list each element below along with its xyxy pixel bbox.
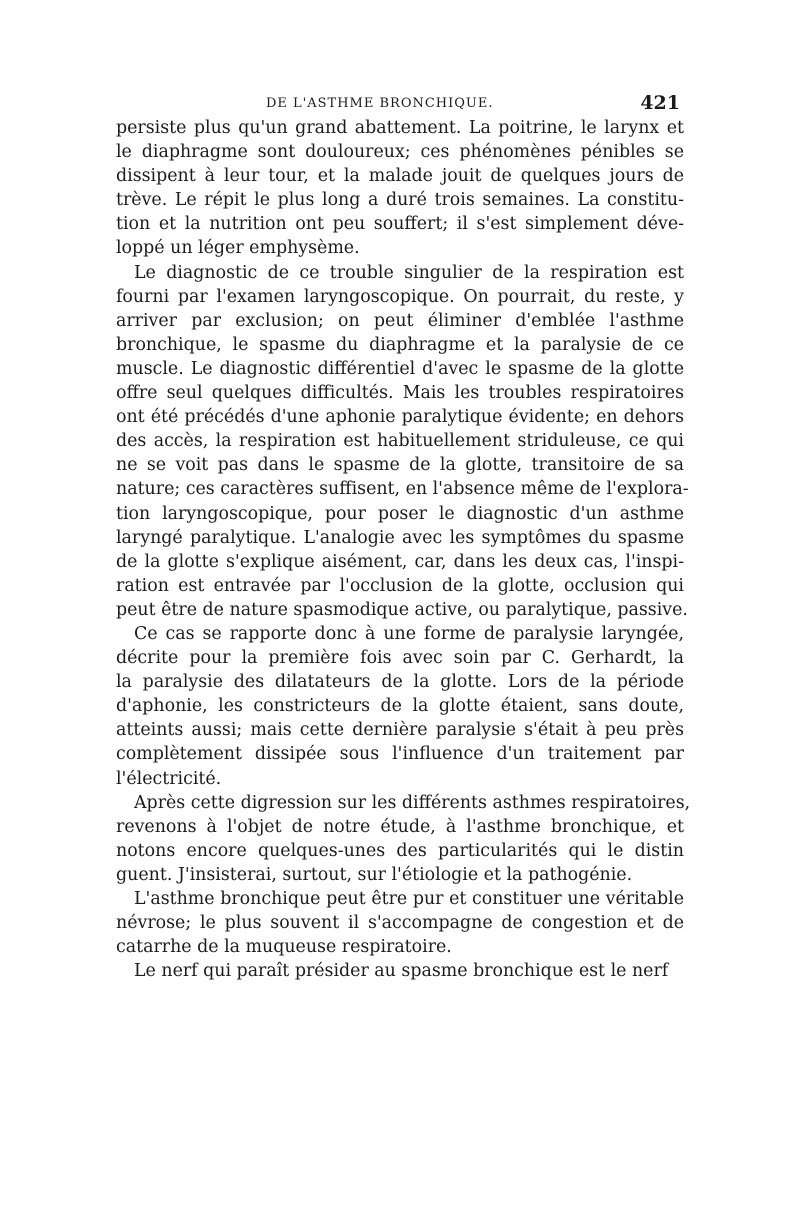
text-line: persiste plus qu'un grand abattement. La poitrine, le larynx et — [116, 118, 684, 138]
text-line: nature; ces caractères suffisent, en l'absence même de l'explora- — [116, 479, 689, 500]
text-line: ont été précédés d'une aphonie paralytique évidente; en dehors — [116, 407, 684, 428]
text-line: arriver par exclusion; on peut éliminer d'emblée l'asthme — [116, 310, 684, 331]
text-line: revenons à l'objet de notre étude, à l'asthme bronchique, et — [116, 816, 684, 837]
paragraph — [116, 622, 684, 791]
paragraph — [116, 116, 684, 261]
text-line: dissipent à leur tour, et la malade jouit de quelques jours de — [116, 166, 684, 187]
text-line: la paralysie des dilatateurs de la glotte. Lors de la période — [116, 672, 684, 693]
text-line: le diaphragme sont douloureux; ces phénomènes pénibles se — [116, 142, 684, 163]
text-line: ration est entravée par l'occlusion de la glotte, occlusion qui — [116, 575, 684, 596]
text-line: l'électricité. — [116, 768, 222, 789]
body-text — [116, 116, 691, 983]
text-line: loppé un léger emphysème. — [116, 238, 360, 259]
text-line: guent. J'insisterai, surtout, sur l'étiologie et la pathogénie. — [116, 864, 633, 885]
text-line: des accès, la respiration est habituellement striduleuse, ce qui — [116, 431, 684, 452]
running-head — [116, 92, 684, 116]
text-line: Ce cas se rapporte donc à une forme de paralysie laryngée, — [134, 623, 684, 644]
text-line: atteints aussi; mais cette dernière paralysie s'était à peu près — [116, 720, 684, 741]
text-line: Le nerf qui paraît présider au spasme bronchique est le nerf — [134, 961, 669, 982]
text-line: tion laryngoscopique, pour poser le diagnostic d'un asthme — [116, 503, 684, 524]
page-number: 421 — [640, 92, 680, 114]
paragraph — [116, 959, 684, 983]
text-line: muscle. Le diagnostic différentiel d'avec le spasme de la glotte — [116, 358, 684, 379]
paragraph — [116, 887, 684, 959]
text-line: Après cette digression sur les différents asthmes respiratoires, — [134, 792, 691, 813]
text-line: complètement dissipée sous l'influence d'un traitement par — [116, 744, 684, 765]
running-title: DE L'ASTHME BRONCHIQUE. — [266, 96, 494, 111]
text-line: tion et la nutrition ont peu souffert; il s'est simplement déve- — [116, 214, 684, 235]
text-line: névrose; le plus souvent il s'accompagne de congestion et de — [116, 913, 684, 934]
text-line: de la glotte s'explique aisément, car, dans les deux cas, l'inspi- — [116, 551, 684, 572]
book-page — [116, 92, 691, 983]
text-line: d'aphonie, les constricteurs de la glotte étaient, sans doute, — [116, 696, 684, 717]
text-line: peut être de nature spasmodique active, ou paralytique, passive. — [116, 599, 688, 620]
text-line: fourni par l'examen laryngoscopique. On pourrait, du reste, y — [116, 286, 684, 307]
text-line: laryngé paralytique. L'analogie avec les symptômes du spasme — [116, 527, 684, 548]
paragraph — [116, 261, 689, 622]
text-line: ne se voit pas dans le spasme de la glotte, transitoire de sa — [116, 455, 684, 476]
text-line: trève. Le répit le plus long a duré trois semaines. La constitu- — [116, 190, 684, 211]
paragraph — [116, 791, 691, 887]
text-line: décrite pour la première fois avec soin par C. Gerhardt, la — [116, 648, 684, 669]
text-line: catarrhe de la muqueuse respiratoire. — [116, 937, 452, 958]
text-line: notons encore quelques-unes des particularités qui le distin — [116, 840, 684, 861]
text-line: offre seul quelques difficultés. Mais les troubles respiratoires — [116, 383, 684, 404]
text-line: L'asthme bronchique peut être pur et constituer une véritable — [134, 889, 684, 909]
text-line: Le diagnostic de ce trouble singulier de la respiration est — [134, 262, 684, 283]
text-line: bronchique, le spasme du diaphragme et la paralysie de ce — [116, 334, 684, 355]
